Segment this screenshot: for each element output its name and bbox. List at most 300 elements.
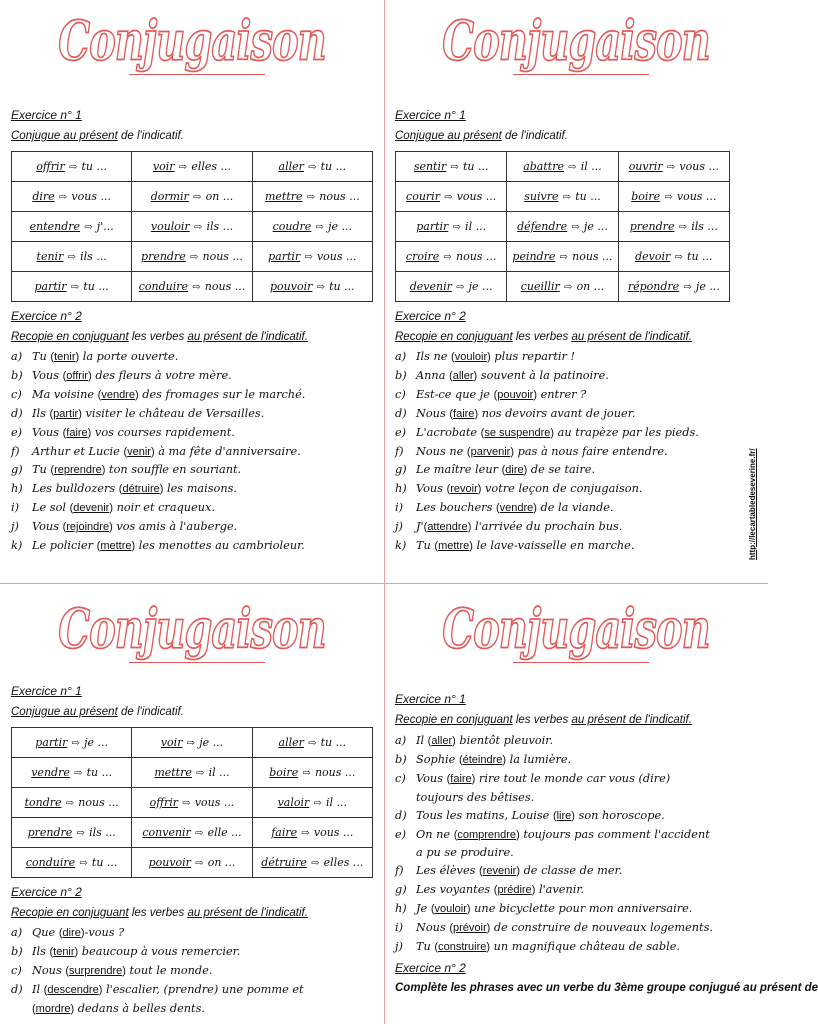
verb-infinitive: abattre (523, 160, 564, 173)
sentence-end: des fromages sur le marché. (138, 387, 306, 401)
subject-pronoun: je ... (199, 736, 224, 749)
list-item (395, 732, 757, 751)
table-row (12, 152, 373, 182)
verb-cell (618, 272, 729, 302)
verb-cell (132, 848, 252, 878)
sentence-end: -vous ? (84, 926, 125, 939)
verb-to-conjugate: (détruire) (118, 483, 164, 496)
exercise-instruction: Complète les phrases avec un verbe du 3ème groupe conjugué au présent de (395, 981, 818, 994)
item-letter: k) (395, 539, 407, 553)
verb-infinitive: ouvrir (628, 160, 663, 173)
sentence-end: les menottes au cambrioleur. (135, 539, 305, 553)
subject-pronoun: tu ... (329, 280, 355, 293)
subject-pronoun: tu ... (575, 190, 601, 203)
right-arrow-icon: ⇨ (312, 222, 328, 233)
right-arrow-icon: ⇨ (680, 282, 695, 293)
sentence-start: Tu (416, 539, 435, 553)
subject-pronoun: nous ... (455, 250, 497, 263)
item-letter: a) (395, 350, 407, 363)
sentence-end: l'arrivée du prochain bus. (471, 520, 623, 534)
list-item (11, 518, 373, 537)
subject-pronoun: vous ... (676, 190, 717, 203)
verb-infinitive: dormir (150, 190, 189, 203)
exercise-title: Exercice n° 2 (11, 309, 82, 323)
item-letter: c) (11, 963, 22, 977)
list-item (11, 962, 373, 981)
sentence-start: Vous (416, 482, 447, 496)
verb-infinitive: voir (152, 160, 175, 173)
sentence-end: vos courses rapidement. (91, 425, 235, 439)
sentence-end: la porte ouverte. (79, 350, 179, 363)
right-arrow-icon: ⇨ (560, 282, 576, 293)
exercise-title: Exercice n° 2 (395, 960, 466, 975)
sentence-end: vos amis à l'auberge. (112, 520, 238, 534)
subject-pronoun: il ... (580, 160, 602, 173)
right-arrow-icon: ⇨ (55, 192, 71, 203)
subject-pronoun: ils ... (206, 220, 234, 233)
table-row (12, 758, 373, 788)
verb-to-conjugate: (vouloir) (430, 903, 471, 916)
list-item (395, 881, 757, 900)
verb-to-conjugate: (prédire) (493, 884, 536, 897)
verb-infinitive: prendre (141, 250, 186, 263)
verb-infinitive: vouloir (150, 220, 190, 233)
verb-cell (132, 182, 252, 212)
right-arrow-icon: ⇨ (440, 192, 456, 203)
verb-infinitive: faire (271, 826, 298, 839)
right-arrow-icon: ⇨ (175, 162, 191, 173)
list-item (11, 537, 373, 556)
sentence-start: Ils ne (416, 350, 452, 363)
sentence-end: de construire de nouveaux logements. (490, 921, 713, 935)
subject-pronoun: tu ... (320, 736, 347, 749)
right-arrow-icon: ⇨ (452, 282, 468, 293)
item-letter: d) (11, 406, 23, 420)
list-item (395, 938, 757, 957)
verb-infinitive: partir (34, 280, 67, 293)
item-letter: b) (11, 944, 23, 958)
right-arrow-icon: ⇨ (556, 252, 572, 263)
panel-top-right (395, 0, 757, 556)
conjugaison-banner (395, 0, 757, 74)
sentence-end: l'escalier, (prendre) une pomme et (102, 982, 304, 996)
right-arrow-icon: ⇨ (564, 162, 580, 173)
item-letter: b) (395, 752, 407, 766)
item-letter: a) (11, 350, 23, 363)
verb-cell (252, 212, 372, 242)
verb-infinitive: conduire (25, 856, 76, 869)
verb-to-conjugate: (parvenir) (466, 445, 514, 458)
verb-to-conjugate: (revoir) (446, 483, 482, 496)
sentence-start: Il (32, 982, 44, 996)
verb-cell (252, 818, 372, 848)
right-arrow-icon: ⇨ (65, 162, 81, 173)
exercise-instruction: Recopie en conjuguant les verbes au présent de l'indicatif. (11, 907, 308, 919)
verb-cell (12, 848, 132, 878)
subject-pronoun: nous ... (202, 250, 243, 263)
verb-to-conjugate: (faire) (446, 772, 476, 785)
verb-cell (12, 212, 132, 242)
right-arrow-icon: ⇨ (447, 162, 462, 173)
subject-pronoun: ils ... (89, 826, 116, 839)
subject-pronoun: j'... (96, 220, 114, 233)
verb-infinitive: prendre (629, 220, 675, 233)
right-arrow-icon: ⇨ (186, 252, 202, 263)
table-row (12, 182, 373, 212)
item-letter: d) (395, 808, 407, 822)
sentence-start: Les élèves (416, 864, 480, 878)
subject-pronoun: il ... (465, 220, 487, 233)
table-row (12, 272, 373, 302)
sentence-start: Nous (416, 406, 450, 420)
list-item (395, 807, 757, 826)
verb-infinitive: tenir (36, 250, 64, 263)
subject-pronoun: vous ... (194, 796, 235, 809)
subject-pronoun: je ... (695, 280, 720, 293)
right-arrow-icon: ⇨ (189, 192, 205, 203)
verb-infinitive: aller (278, 160, 304, 173)
list-item (11, 981, 373, 1000)
verb-to-conjugate: (dire) (501, 464, 528, 477)
verb-cell (396, 152, 507, 182)
banner-title: Conjugaison (442, 9, 710, 74)
verb-cell (132, 152, 252, 182)
horizontal-divider (0, 583, 768, 584)
verb-infinitive: courir (406, 190, 440, 203)
verb-to-conjugate: (partir) (49, 407, 82, 420)
verb-cell (12, 182, 132, 212)
verb-cell (12, 152, 132, 182)
subject-pronoun: tu ... (463, 160, 489, 173)
subject-pronoun: vous ... (71, 190, 111, 203)
sentence-start: a pu se produire. (416, 846, 514, 860)
verb-infinitive: sentir (413, 160, 447, 173)
sentence-start: Tous les matins, Louise (416, 808, 553, 822)
item-letter: c) (395, 387, 406, 401)
right-arrow-icon: ⇨ (68, 738, 84, 749)
sentence-start: Vous (32, 368, 63, 382)
banner-title: Conjugaison (58, 597, 326, 662)
right-arrow-icon: ⇨ (67, 282, 83, 293)
right-arrow-icon: ⇨ (179, 798, 194, 809)
verb-infinitive: répondre (627, 280, 680, 293)
banner-title: Conjugaison (442, 597, 710, 662)
verb-infinitive: croire (405, 250, 440, 263)
verb-cell (132, 758, 252, 788)
list-item (395, 443, 757, 462)
banner-underline (129, 74, 265, 75)
list-item (11, 461, 373, 480)
sentence-end: l'avenir. (535, 883, 585, 897)
right-arrow-icon: ⇨ (81, 222, 96, 233)
right-arrow-icon: ⇨ (298, 828, 313, 839)
item-letter: f) (395, 444, 404, 458)
subject-pronoun: nous ... (78, 796, 119, 809)
right-arrow-icon: ⇨ (310, 798, 326, 809)
banner-title: Conjugaison (58, 9, 326, 74)
verb-cell (396, 242, 507, 272)
banner-underline (513, 74, 649, 75)
conjugaison-banner (11, 0, 373, 74)
verb-to-conjugate: (mordre) (32, 1002, 75, 1015)
list-item (11, 1000, 373, 1019)
exercise-title: Exercice n° 2 (11, 885, 82, 899)
item-letter: g) (395, 883, 407, 897)
list-item (395, 537, 757, 556)
sentence-start: Le maître leur (416, 463, 502, 477)
right-arrow-icon: ⇨ (189, 282, 204, 293)
subject-pronoun: nous ... (572, 250, 613, 263)
conjugaison-banner (11, 588, 373, 662)
exercise-instruction: Conjugue au présent de l'indicatif. (395, 130, 568, 142)
verb-cell (12, 818, 132, 848)
right-arrow-icon: ⇨ (301, 252, 316, 263)
sentence-end: rire tout le monde car vous (dire) (475, 771, 671, 785)
verb-to-conjugate: (prévoir) (449, 922, 491, 935)
item-letter: a) (11, 926, 23, 939)
right-arrow-icon: ⇨ (671, 252, 687, 263)
verb-to-conjugate: (tenir) (50, 351, 80, 363)
verb-to-conjugate: (vendre) (97, 388, 139, 401)
sentence-list (395, 732, 757, 957)
list-item (11, 499, 373, 518)
verb-to-conjugate: (aller) (449, 369, 478, 382)
right-arrow-icon: ⇨ (76, 858, 91, 869)
verb-cell (132, 788, 252, 818)
verb-cell (12, 758, 132, 788)
list-item (395, 900, 757, 919)
item-letter: c) (11, 387, 22, 401)
sentence-end: visiter le château de Versailles. (81, 406, 265, 420)
verb-infinitive: boire (269, 766, 299, 779)
subject-pronoun: on ... (576, 280, 605, 293)
list-item (11, 443, 373, 462)
sentence-start: Tu (32, 350, 51, 363)
verb-cell (132, 242, 252, 272)
list-item (11, 480, 373, 499)
sentence-end: beaucoup à vous remercier. (78, 944, 241, 958)
verb-cell (252, 152, 372, 182)
list-item (395, 405, 757, 424)
verb-infinitive: vendre (31, 766, 70, 779)
verb-cell (12, 728, 132, 758)
table-row (396, 182, 730, 212)
right-arrow-icon: ⇨ (313, 282, 329, 293)
list-item (395, 348, 757, 367)
verb-to-conjugate: (revenir) (479, 865, 520, 878)
verb-to-conjugate: (reprendre) (50, 464, 106, 477)
right-arrow-icon: ⇨ (568, 222, 583, 233)
sentence-end: pas à nous faire entendre. (514, 444, 668, 458)
sentence-end: de classe de mer. (519, 864, 623, 878)
sentence-end: des fleurs à votre mère. (91, 368, 232, 382)
sentence-start: Vous (416, 771, 447, 785)
subject-pronoun: nous ... (319, 190, 360, 203)
list-item (395, 919, 757, 938)
sentence-start: Tu (32, 463, 51, 477)
subject-pronoun: tu ... (83, 280, 109, 293)
list-item (395, 751, 757, 770)
verb-infinitive: partir (416, 220, 449, 233)
right-arrow-icon: ⇨ (192, 768, 208, 779)
verb-infinitive: peindre (512, 250, 556, 263)
table-row (12, 242, 373, 272)
item-letter: i) (395, 921, 404, 935)
sentence-start: Le policier (32, 539, 97, 553)
subject-pronoun: tu ... (86, 766, 113, 779)
verb-infinitive: convenir (142, 826, 191, 839)
verb-infinitive: défendre (517, 220, 568, 233)
sentence-end: toujours pas comment l'accident (519, 827, 710, 841)
sentence-start: Ils (32, 406, 50, 420)
subject-pronoun: nous ... (204, 280, 246, 293)
list-item (395, 789, 757, 807)
right-arrow-icon: ⇨ (64, 252, 80, 263)
verb-infinitive: entendre (29, 220, 81, 233)
verb-to-conjugate: (se suspendre) (480, 426, 555, 439)
panel-bottom-right (395, 588, 818, 994)
sentence-end: au trapèze par les pieds. (554, 425, 699, 439)
sentence-start: Anna (416, 368, 450, 382)
item-letter: h) (395, 902, 407, 916)
verb-to-conjugate: (attendre) (423, 521, 472, 534)
subject-pronoun: tu ... (687, 250, 713, 263)
exercise-instruction: Conjugue au présent de l'indicatif. (11, 130, 184, 142)
list-item (395, 826, 757, 845)
sentence-list (11, 924, 373, 1019)
item-letter: a) (395, 734, 407, 747)
subject-pronoun: je ... (468, 280, 493, 293)
list-item (395, 367, 757, 386)
right-arrow-icon: ⇨ (299, 768, 314, 779)
table-row (12, 788, 373, 818)
verb-infinitive: offrir (149, 796, 179, 809)
item-letter: c) (395, 771, 406, 785)
exercise-title: Exercice n° 1 (11, 108, 82, 122)
sentence-start: Les bulldozers (32, 482, 119, 496)
subject-pronoun: je ... (328, 220, 352, 233)
sentence-end: de la viande. (536, 501, 614, 515)
verb-cell (396, 272, 507, 302)
sentence-end: entrer ? (537, 387, 587, 401)
verb-to-conjugate: (éteindre) (458, 753, 507, 766)
verb-cell (507, 272, 618, 302)
item-letter: f) (395, 864, 404, 878)
sentence-start: L'acrobate (416, 425, 481, 439)
verb-to-conjugate: (tenir) (49, 945, 79, 958)
verb-to-conjugate: (faire) (449, 407, 479, 420)
list-item (395, 480, 757, 499)
verb-infinitive: voir (160, 736, 183, 749)
subject-pronoun: je ... (583, 220, 608, 233)
sentence-list (11, 348, 373, 556)
right-arrow-icon: ⇨ (449, 222, 465, 233)
subject-pronoun: ils ... (691, 220, 718, 233)
panel-top-left (11, 0, 373, 556)
verb-infinitive: aller (278, 736, 304, 749)
right-arrow-icon: ⇨ (190, 222, 206, 233)
list-item (11, 386, 373, 405)
verb-infinitive: offrir (36, 160, 65, 173)
subject-pronoun: elles ... (323, 856, 364, 869)
verb-cell (12, 272, 132, 302)
sentence-start: Est-ce que je (416, 387, 494, 401)
list-item (11, 348, 373, 367)
verb-table (395, 151, 730, 302)
right-arrow-icon: ⇨ (307, 858, 323, 869)
sentence-end: souvent à la patinoire. (477, 368, 609, 382)
sentence-end: la lumière. (506, 752, 572, 766)
verb-cell (132, 272, 252, 302)
side-url: http://lecartabledeseverine.fr/ (748, 448, 757, 560)
right-arrow-icon: ⇨ (191, 858, 207, 869)
verb-cell (252, 272, 372, 302)
verb-to-conjugate: (comprendre) (453, 828, 520, 841)
verb-to-conjugate: (vouloir) (451, 351, 491, 363)
item-letter: g) (11, 463, 23, 477)
verb-cell (507, 152, 618, 182)
subject-pronoun: vous ... (316, 250, 357, 263)
sentence-start: Les bouchers (416, 501, 496, 515)
sentence-start: Nous ne (416, 444, 467, 458)
conjugaison-banner (395, 588, 757, 662)
sentence-start: Sophie (416, 752, 459, 766)
list-item (395, 499, 757, 518)
table-row (396, 152, 730, 182)
right-arrow-icon: ⇨ (661, 192, 676, 203)
item-letter: j) (395, 939, 403, 953)
item-letter: h) (11, 482, 23, 496)
subject-pronoun: tu ... (81, 160, 108, 173)
exercise-title: Exercice n° 2 (395, 309, 466, 323)
item-letter: d) (395, 406, 407, 420)
verb-infinitive: mettre (154, 766, 192, 779)
item-letter: e) (395, 425, 407, 439)
list-item (11, 924, 373, 943)
subject-pronoun: nous ... (314, 766, 356, 779)
exercise-instruction: Recopie en conjuguant les verbes au présent de l'indicatif. (395, 714, 692, 726)
item-letter: j) (395, 520, 403, 534)
verb-to-conjugate: (faire) (62, 426, 92, 439)
verb-to-conjugate: (construire) (434, 940, 491, 953)
verb-cell (618, 152, 729, 182)
list-item (395, 461, 757, 480)
verb-cell (507, 182, 618, 212)
verb-cell (396, 182, 507, 212)
list-item (395, 844, 757, 862)
verb-infinitive: mettre (264, 190, 303, 203)
sentence-end: ton souffle en souriant. (105, 463, 242, 477)
subject-pronoun: vous ... (313, 826, 354, 839)
sentence-end: son horoscope. (574, 808, 665, 822)
table-row (396, 272, 730, 302)
verb-cell (252, 728, 372, 758)
exercise-title: Exercice n° 1 (395, 692, 466, 706)
item-letter: d) (11, 982, 23, 996)
sentence-start: J' (416, 520, 424, 534)
verb-cell (252, 758, 372, 788)
panel-bottom-left (11, 588, 373, 1019)
verb-cell (618, 212, 729, 242)
sentence-end: votre leçon de conjugaison. (481, 482, 643, 496)
sentence-start: Arthur et Lucie (32, 444, 124, 458)
right-arrow-icon: ⇨ (675, 222, 691, 233)
item-letter: b) (11, 368, 23, 382)
item-letter: k) (11, 539, 23, 553)
subject-pronoun: il ... (208, 766, 230, 779)
sentence-start: Nous (416, 921, 450, 935)
verb-cell (132, 212, 252, 242)
